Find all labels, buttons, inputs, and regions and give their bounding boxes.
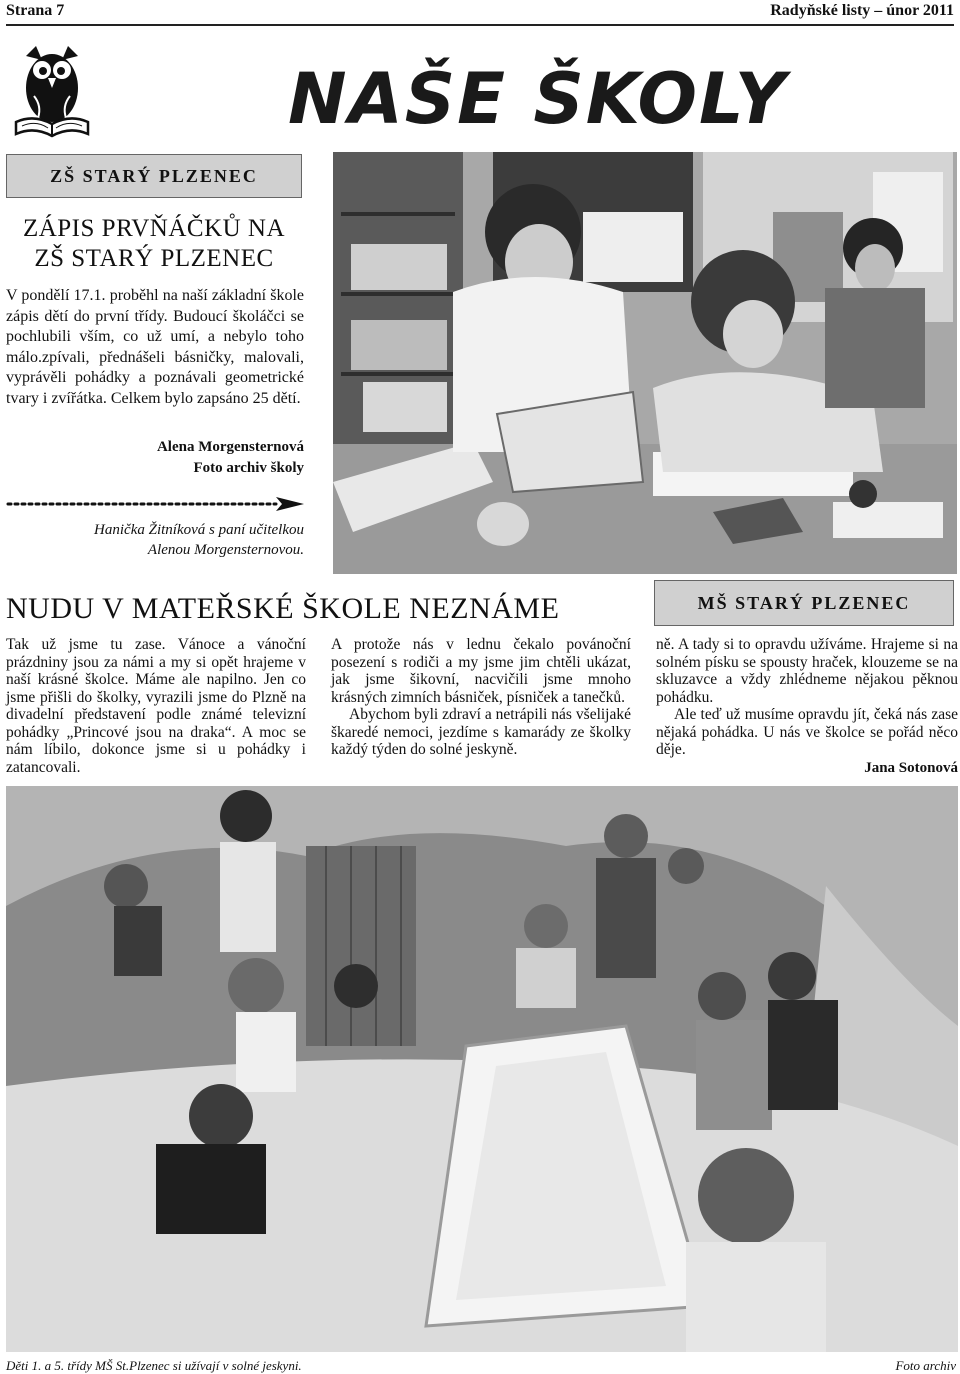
section-tag-zs: ZŠ STARÝ PLZENEC (6, 154, 302, 198)
section-masthead-title: NAŠE ŠKOLY (288, 58, 788, 140)
article-paragraph: ně. A tady si to opravdu užíváme. Hrajeme si na solném písku se spousty hraček, klouzeme se na skluzavce a vždy zhlédneme nějakou pěknou pohádku. (656, 636, 958, 706)
dotted-arrow-icon (4, 496, 304, 512)
article-column: Tak už jsme tu zase. Vánoce a vánoční prázdniny jsou za námi a my si opět hrajeme v naší krásné školce. Máme ale napilno. Jen co jsme přišli do školky, vyrazili jsme do Plzně na divadelní představení podle známé televizní pohádky „Princové jsou na draka“. A moc se nám líbilo, dokonce jsme si u pohádky i zatancovali. (6, 636, 306, 776)
photo-caption-line: Alenou Morgensternovou. (147, 542, 304, 558)
article-author: Jana Sotonová (864, 760, 958, 776)
photo-children-salt-cave (6, 786, 958, 1352)
photo-caption-line: Hanička Žitníková s paní učitelkou (94, 522, 304, 538)
owl-reading-book-icon (12, 44, 92, 138)
article-title: NUDU V MATEŘSKÉ ŠKOLE NEZNÁME (6, 592, 560, 625)
photo-teacher-with-child (333, 152, 957, 574)
section-tag-ms: MŠ STARÝ PLZENEC (654, 580, 954, 626)
article-title (6, 214, 302, 274)
header-rule (6, 24, 954, 26)
article-title-line: ZÁPIS PRVŇÁČKŮ NA (22, 215, 286, 242)
article-title-line: ZŠ STARÝ PLZENEC (34, 245, 274, 272)
photo-caption (6, 520, 304, 560)
photo-credit: Foto archiv (895, 1358, 956, 1373)
publication-name: Radyňské listy – únor 2011 (770, 2, 954, 19)
article-column (656, 636, 958, 759)
article-paragraph: A protože nás v lednu čekalo povánoční posezení s rodiči a my jsme jim chtěli ukázat, jak jsme šikovní, nacvičili jsme mnoho krásných zimních básniček, písniček a tanečků. (331, 636, 631, 706)
article-paragraph: Ale teď už musíme opravdu jít, čeká nás zase nějaká pohádka. U nás ve školce se pořád něco děje. (656, 706, 958, 758)
photo-caption: Děti 1. a 5. třídy MŠ St.Plzenec si užívají v solné jeskyni. (6, 1358, 302, 1373)
page-number: Strana 7 (6, 2, 65, 19)
photo-credit: Foto archiv školy (193, 460, 304, 476)
article-column (331, 636, 631, 759)
article-paragraph: Abychom byli zdraví a netrápili nás všelijaké škaredé nemoci, jezdíme s kamarády ze školky každý týden do solné jeskyně. (331, 706, 631, 758)
article-body: V pondělí 17.1. proběhl na naší základní škole zápis dětí do první třídy. Budoucí školáčci se pochlubili vším, co už umí, a nebylo toho málo.zpívali, přednášeli básničky, malovali, vyprávěli pohádky a poznávali geometrické tvary i zvířátka. Celkem bylo zapsáno 25 dětí. (6, 287, 304, 407)
article-author: Alena Morgensternová (156, 439, 304, 455)
